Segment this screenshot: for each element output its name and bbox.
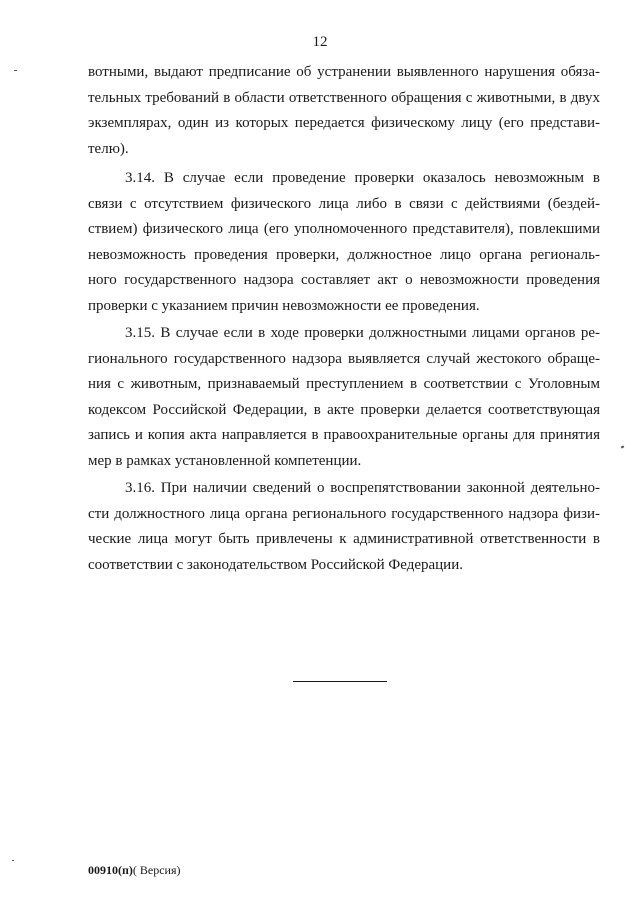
text-line: проверки с указанием причин невозможности ее проведения. bbox=[88, 297, 480, 314]
text-line: связи с отсутствием физического лица либо в связи с действиями (бездей- bbox=[88, 195, 600, 212]
paragraph-3-15 bbox=[88, 321, 600, 474]
text-line: соответствии с законодательством Российской Федерации. bbox=[88, 556, 463, 573]
text-line: сти должностного лица органа регионального государственного надзора физи- bbox=[88, 505, 600, 522]
text-line: ния с животным, признаваемый преступлением в соответствии с Уголовным bbox=[88, 376, 600, 392]
scan-speck bbox=[12, 860, 14, 861]
text-line: 3.15. В случае если в ходе проверки должностными лицами органов ре- bbox=[125, 325, 600, 341]
text-line: экземплярах, один из которых передается физическому лицу (его представи- bbox=[88, 115, 600, 131]
document-version: ( Версия) bbox=[132, 863, 181, 877]
page-number: 12 bbox=[312, 34, 328, 50]
text-line: 3.14. В случае если проведение проверки оказалось невозможным в bbox=[125, 170, 600, 186]
footer bbox=[88, 863, 181, 878]
document-code: 00910(п) bbox=[88, 863, 133, 877]
text-line: кодексом Российской Федерации, в акте проверки делается соответствующая bbox=[88, 401, 600, 418]
text-line: телю). bbox=[88, 140, 129, 157]
paragraph-continuation bbox=[88, 60, 600, 162]
text-line: ного государственного надзора составляет акт о невозможности проведения bbox=[88, 272, 600, 288]
paragraph-3-16 bbox=[88, 476, 600, 578]
text-line: вотными, выдают предписание об устранении выявленного нарушения обяза- bbox=[88, 64, 600, 80]
text-line: тельных требований в области ответственного обращения с животными, в двух bbox=[88, 89, 600, 106]
scan-speck bbox=[621, 445, 625, 448]
scan-speck bbox=[14, 70, 17, 71]
text-line: ческие лица могут быть привлечены к административной ответственности в bbox=[88, 531, 600, 547]
text-line: запись и копия акта направляется в правоохранительные органы для принятия bbox=[88, 427, 600, 443]
text-line: невозможность проведения проверки, должностное лицо органа региональ- bbox=[88, 246, 600, 263]
document-body bbox=[88, 60, 600, 578]
paragraph-3-14 bbox=[88, 166, 600, 319]
text-line: мер в рамках установленной компетенции. bbox=[88, 452, 362, 469]
text-line: гионального государственного надзора выявляется случай жестокого обраще- bbox=[88, 350, 600, 367]
end-separator-line bbox=[293, 681, 387, 682]
text-line: ствием) физического лица (его уполномоченного представителя), повлекшими bbox=[88, 221, 600, 237]
text-line: 3.16. При наличии сведений о воспрепятствовании законной деятельно- bbox=[125, 480, 600, 496]
